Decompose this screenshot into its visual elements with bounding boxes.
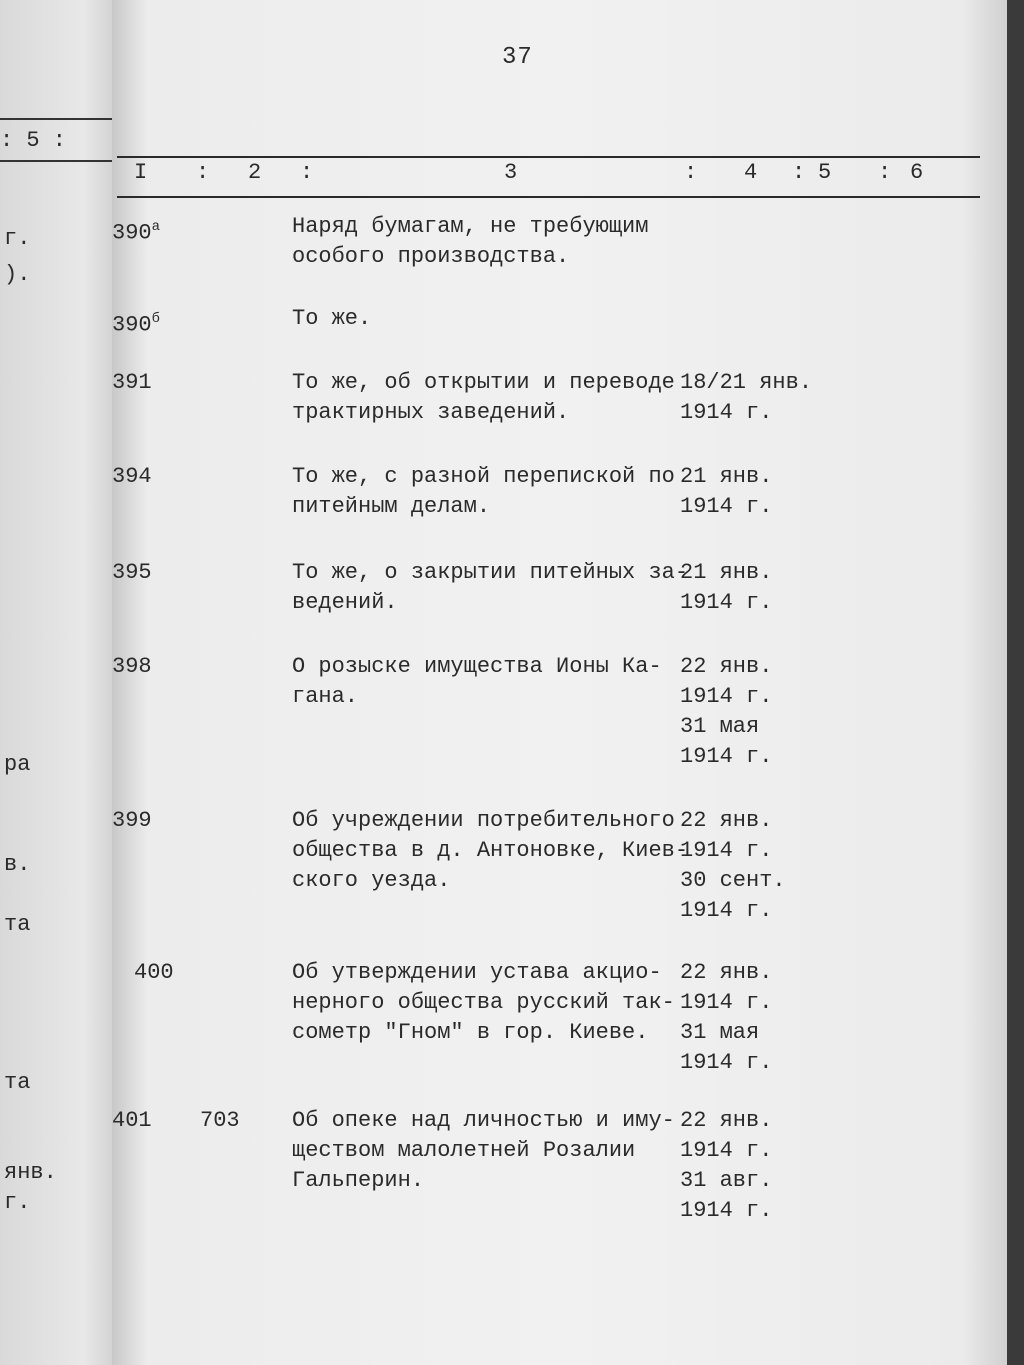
document-page (112, 0, 1007, 1365)
entry-dates: 22 янв. 1914 г. 31 авг. 1914 г. (680, 1108, 773, 1223)
left-page-rule-bottom (0, 160, 118, 162)
background-edge (1007, 0, 1024, 1365)
entry-description: О розыске имущества Ионы Ка- гана. (292, 654, 662, 709)
left-fragment: ра (4, 752, 31, 777)
column-header-row (112, 160, 992, 192)
entry-dates: 18/21 янв. 1914 г. (680, 370, 813, 425)
entry-dates: 22 янв. 1914 г. 31 мая 1914 г. (680, 960, 773, 1075)
entry-number: 394 (112, 464, 152, 489)
entry-description: Наряд бумагам, не требующим особого производства. (292, 214, 649, 269)
header-rule-top (117, 156, 980, 158)
left-fragment: та (4, 912, 31, 937)
page-number: 37 (502, 44, 533, 71)
entry-number: 395 (112, 560, 152, 585)
entry-number: 399 (112, 808, 152, 833)
entry-dates: 21 янв. 1914 г. (680, 464, 773, 519)
entry-dates: 22 янв. 1914 г. 30 сент. 1914 г. (680, 808, 786, 923)
left-fragment: в. (4, 852, 31, 877)
entry-number: $390^а$ (112, 219, 161, 246)
column-separator: : (196, 160, 210, 185)
entry-number: 400 (134, 960, 174, 985)
left-fragment: та (4, 1070, 31, 1095)
entry-description: Об учреждении потребительного общества в д. Антоновке, Киев- ского уезда. (292, 808, 689, 893)
entry-dates: 21 янв. 1914 г. (680, 560, 773, 615)
entry-dates: 22 янв. 1914 г. 31 мая 1914 г. (680, 654, 773, 769)
entry-description: То же, об открытии и переводе трактирных заведений. (292, 370, 675, 425)
entry-secondary-number: 703 (200, 1108, 240, 1133)
entry-description: То же, о закрытии питейных за- ведений. (292, 560, 689, 615)
left-page-column-header: : 5 : (0, 128, 67, 153)
column-separator: : (684, 160, 698, 185)
column-header-5: 5 (818, 160, 832, 185)
column-header-1: I (134, 160, 148, 185)
column-header-4: 4 (744, 160, 758, 185)
left-fragment: г. (4, 226, 31, 251)
left-page-rule-top (0, 118, 118, 120)
column-header-6: 6 (910, 160, 924, 185)
left-fragment: ). (4, 262, 31, 287)
left-fragment: янв. (4, 1160, 57, 1185)
entry-description: Об опеке над личностью и иму- ществом малолетней Розалии Гальперин. (292, 1108, 675, 1193)
entry-description: Об утверждении устава акцио- нерного общества русский так- сометр "Гном" в гор. Киеве. (292, 960, 675, 1045)
entry-description: То же, с разной перепиской по питейным делам. (292, 464, 675, 519)
column-separator: : (300, 160, 314, 185)
entry-number: 391 (112, 370, 152, 395)
column-header-3: 3 (504, 160, 518, 185)
column-header-2: 2 (248, 160, 262, 185)
entry-number: 398 (112, 654, 152, 679)
left-fragment: г. (4, 1190, 31, 1215)
entry-number: 401 (112, 1108, 152, 1133)
column-separator: : (878, 160, 892, 185)
column-separator: : (792, 160, 806, 185)
header-rule-bottom (117, 196, 980, 198)
entry-description: То же. (292, 306, 372, 331)
entry-number: $390^б$ (112, 311, 161, 338)
